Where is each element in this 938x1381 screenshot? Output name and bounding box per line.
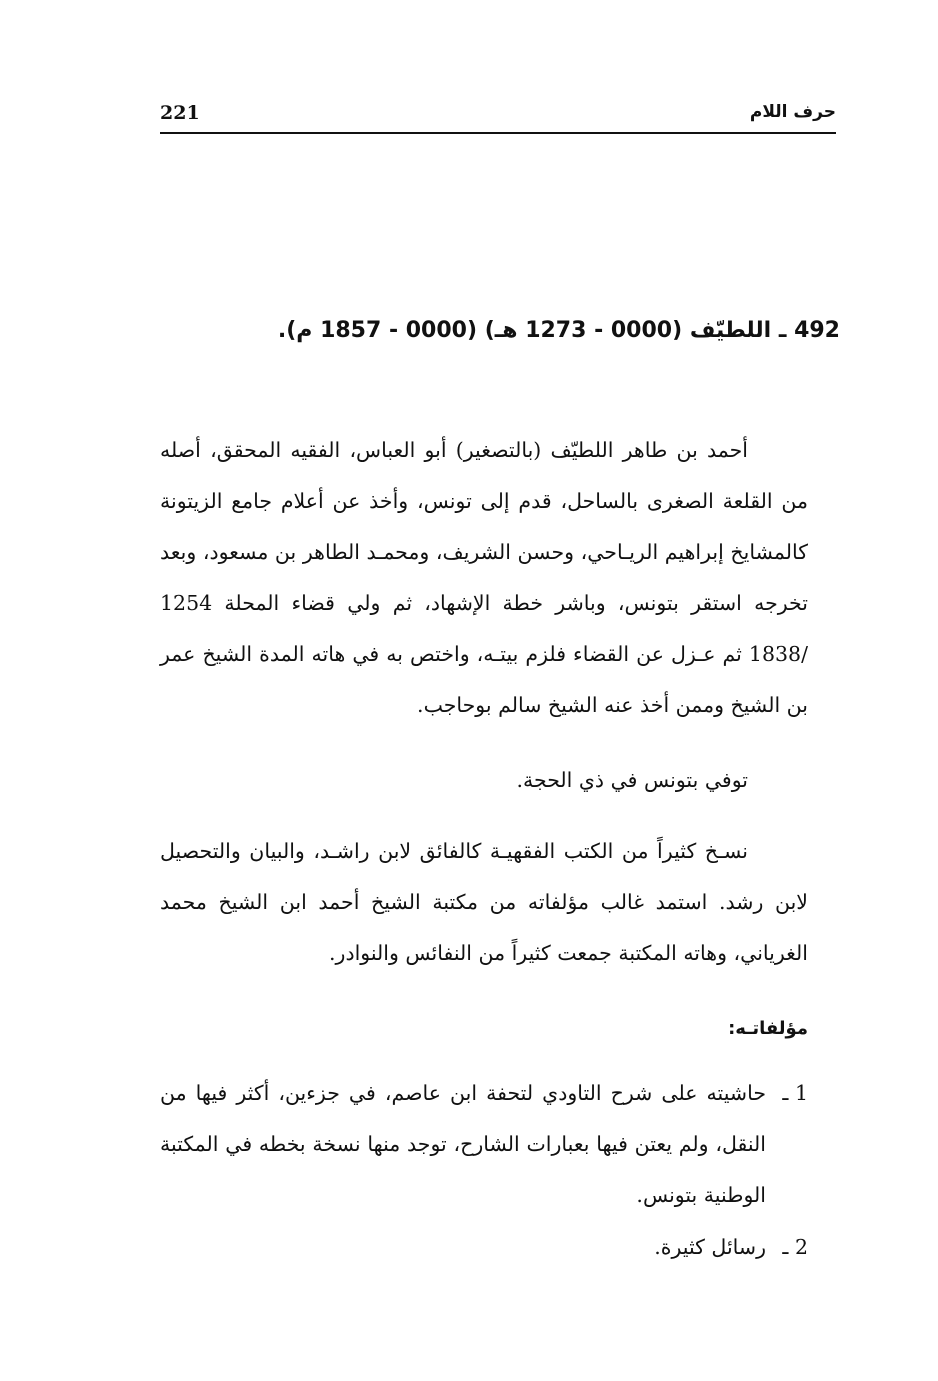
page-header	[160, 96, 836, 134]
list-item	[160, 1068, 808, 1221]
entry-heading: 492 ـ اللطيّف (0000 - 1273 هـ) (0000 - 1857 م).	[277, 318, 840, 343]
manuscripts-paragraph: نسـخ كثيراً من الكتب الفقهيـة كالفائق لابن راشـد، والبيان والتحصيل لابن رشد. استمد غالب مؤلفاته من مكتبة الشيخ أحمد ابن الشيخ محمد الغرياني، وهاته المكتبة جمعت كثيراً من النفائس والنوادر.	[160, 839, 808, 965]
list-item	[160, 1222, 808, 1273]
death-paragraph: توفي بتونس في ذي الحجة.	[516, 768, 748, 792]
running-title: حرف اللام	[749, 102, 836, 122]
biography-paragraph: أحمد بن طاهر اللطيّف (بالتصغير) أبو العباس، الفقيه المحقق، أصله من القلعة الصغرى بالساحل، قدم إلى تونس، وأخذ عن أعلام جامع الزيتونة كالمشايخ إبراهيم الريـاحي، وحسن الشريف، ومحمـد الطاهر بن مسعود، وبعد تخرجه استقر بتونس، وباشر خطة الإشهاد، ثم ولي قضاء المحلة 1254 /1838 ثم عـزل عن القضاء فلزم بيتـه، واختص به في هاته المدة الشيخ عمر بن الشيخ وممن أخذ عنه الشيخ سالم بوحاجب.	[160, 438, 808, 717]
list-item-number: 2 ـ	[782, 1235, 808, 1259]
page-number: 221	[160, 102, 200, 124]
list-item-number: 1 ـ	[782, 1081, 808, 1105]
works-title: مؤلفاتـه:	[728, 1018, 808, 1039]
list-item-text: حاشيته على شرح التاودي لتحفة ابن عاصم، في جزءين، أكثر فيها من النقل، ولم يعتن فيها بعبارات الشارح، توجد منها نسخة بخطه في المكتبة الوطنية بتونس.	[160, 1081, 766, 1207]
list-item-text: رسائل كثيرة.	[654, 1235, 766, 1259]
